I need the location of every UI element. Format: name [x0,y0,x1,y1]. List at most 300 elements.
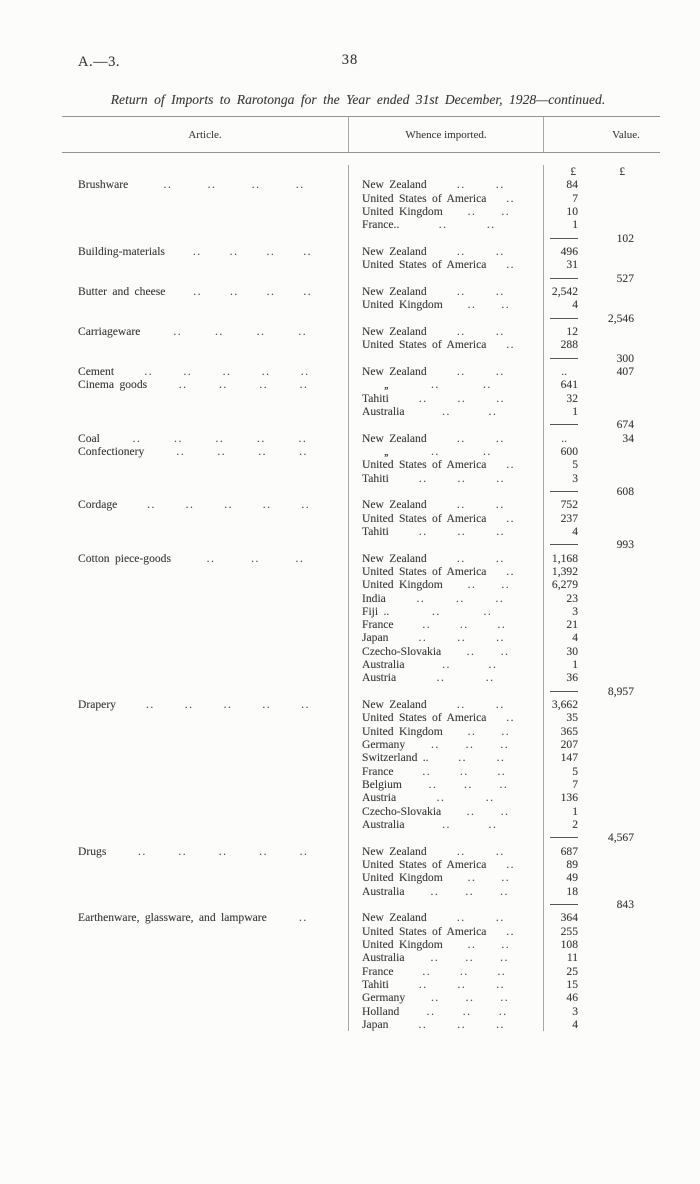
article-cell [62,512,348,525]
whence-cell [348,232,543,245]
leader-dots: .. [251,551,260,565]
dot-leader [100,432,340,445]
leader-dots: .. [456,844,466,858]
table-row [62,498,660,511]
leader-dots: .. [176,444,186,458]
leader-dots: .. [500,804,510,818]
item-value-cell: 364 [543,911,578,924]
leader-dots: .. [442,658,451,672]
table-row [62,338,660,351]
total-value-cell: 608 [616,484,634,498]
whence-cell [348,885,543,898]
total-value-cell [578,778,660,791]
leader-dots: .. [495,591,505,605]
subtotal-rule [550,544,578,545]
leader-dots: .. [262,698,272,712]
whence-cell [348,418,543,431]
article-cell [62,618,348,631]
table-row [62,458,660,471]
total-value-cell: 2,546 [607,311,634,325]
article-cell [62,791,348,804]
leader-dots: .. [301,498,311,512]
whence-cell [348,298,543,311]
whence-cell [348,818,543,831]
dot-leader [427,552,535,565]
whence-cell [348,978,543,991]
country-name: Germany [362,991,406,1005]
dot-leader [386,592,535,605]
item-value-cell: 15 [543,978,578,991]
leader-dots: .. [223,698,233,712]
leader-dots: .. [496,751,506,765]
leader-dots: .. [430,884,440,898]
leader-dots: .. [465,951,475,965]
leader-dots: .. [500,738,510,752]
table-row [62,218,660,231]
article-cell [62,805,348,818]
total-value-cell [578,258,660,271]
total-value-cell [578,965,660,978]
table-row [62,978,660,991]
whence-cell [348,365,543,378]
table-row [62,205,660,218]
total-value-cell [578,858,660,871]
leader-dots: .. [495,324,505,338]
table-row [62,658,660,671]
article-cell [62,765,348,778]
table-row [62,885,660,898]
table-row [62,898,660,911]
total-value-cell [578,725,660,738]
item-value-cell: 136 [543,791,578,804]
table-row [62,378,660,391]
total-value-cell [578,218,660,231]
article-cell [62,352,348,365]
total-value-cell [578,405,660,418]
column-header-article: Article. [188,128,222,141]
country-name: United Kingdom [362,204,443,218]
dot-leader [486,258,535,271]
total-value-cell [578,178,660,191]
leader-dots: .. [464,778,473,792]
article-cell [62,445,348,458]
dot-leader [427,285,535,298]
whence-cell [348,538,543,551]
imports-table [62,116,660,1037]
dot-leader [405,951,536,964]
total-value-cell [578,392,660,405]
leader-dots: .. [488,818,498,832]
whence-cell [348,445,543,458]
country-name: New Zealand [362,551,427,565]
leader-dots: .. [251,178,261,192]
leader-dots: .. [495,431,505,445]
table-row [62,605,660,618]
leader-dots: .. [299,444,308,458]
item-value-cell: 6,279 [543,578,578,591]
item-value-cell: 21 [543,618,578,631]
leader-dots: .. [456,911,466,925]
leader-dots: .. [183,364,193,378]
total-value-cell [578,552,660,565]
table-row [62,831,660,844]
leader-dots: .. [467,938,477,952]
total-value-cell: 407 [616,364,634,378]
article-cell [62,871,348,884]
total-value-cell [578,565,660,578]
total-value-cell: 843 [616,898,634,912]
table-row [62,285,660,298]
leader-dots: .. [501,298,511,312]
dot-leader [402,778,535,791]
leader-dots: .. [496,471,506,485]
leader-dots: .. [214,324,224,338]
leader-dots: .. [266,284,276,298]
total-value-cell [578,951,660,964]
article-cell [62,272,348,285]
leader-dots: .. [431,444,440,458]
country-name: Australia [362,658,405,672]
item-value-cell: 752 [543,498,578,511]
article-cell [62,232,348,245]
total-value-cell: 674 [616,418,634,432]
whence-cell [348,605,543,618]
subtotal-rule [550,238,578,239]
country-name: New Zealand [362,364,427,378]
article-cell [62,338,348,351]
table-row [62,951,660,964]
leader-dots: .. [458,751,467,765]
leader-dots: .. [506,338,516,352]
leader-dots: .. [506,564,516,578]
item-value-cell: .. [543,365,578,378]
table-row [62,392,660,405]
dot-leader [389,392,535,405]
table-row [62,698,660,711]
table-row [62,258,660,271]
article-cell [62,378,348,391]
country-name: United Kingdom [362,578,443,592]
whence-cell [348,472,543,485]
article-cell [62,205,348,218]
article-cell [62,592,348,605]
leader-dots: .. [466,804,476,818]
leader-dots: .. [457,524,467,538]
whence-cell [348,432,543,445]
article-cell [62,818,348,831]
leader-dots: .. [496,978,506,992]
leader-dots: .. [428,778,438,792]
whence-cell [348,272,543,285]
whence-cell [348,192,543,205]
leader-dots: .. [426,1004,436,1018]
dot-leader [165,245,340,258]
item-value-cell: 18 [543,885,578,898]
item-value-cell: 1 [543,405,578,418]
article-cell [62,751,348,764]
article-name: Brushware [78,178,129,192]
whence-cell [348,965,543,978]
leader-dots: .. [301,698,310,712]
total-value-cell [578,458,660,471]
table-row [62,618,660,631]
subtotal-rule [550,358,578,359]
article-cell [62,218,348,231]
item-value-cell: 641 [543,378,578,391]
leader-dots: .. [298,431,308,445]
leader-dots: .. [418,524,428,538]
article-cell [62,911,348,924]
total-value-cell [578,245,660,258]
item-value-cell: 288 [543,338,578,351]
leader-dots: .. [485,671,495,685]
item-value-cell: 365 [543,725,578,738]
country-name: Tahiti [362,391,389,405]
whence-cell [348,205,543,218]
table-row [62,631,660,644]
table-row [62,552,660,565]
leader-dots: .. [506,711,516,725]
dot-leader [427,845,535,858]
leader-dots: .. [456,498,466,512]
leader-dots: .. [456,178,466,192]
leader-dots: .. [259,378,269,392]
leader-dots: .. [506,191,516,205]
whence-cell [348,951,543,964]
dot-leader [405,885,536,898]
table-row [62,312,660,325]
article-cell [62,178,348,191]
article-cell [62,192,348,205]
subtotal-rule [550,837,578,838]
leader-dots: .. [506,858,516,872]
leader-dots: .. [483,604,493,618]
leader-dots: .. [495,844,505,858]
item-value-cell: 36 [543,671,578,684]
leader-dots: .. [500,884,509,898]
country-name: Switzerland .. [362,751,429,765]
total-value-cell [578,871,660,884]
dot-leader [441,645,535,658]
total-value-cell: 102 [616,231,634,245]
dot-leader [427,432,535,445]
whence-cell [348,512,543,525]
leader-dots: .. [303,284,313,298]
subtotal-rule-cell [543,685,578,698]
country-name: United States of America [362,338,487,352]
leader-dots: .. [456,431,466,445]
article-cell [62,432,348,445]
table-row [62,991,660,1004]
dot-leader [427,365,535,378]
table-row [62,538,660,551]
total-value-cell [578,938,660,951]
table-row [62,645,660,658]
leader-dots: .. [506,258,516,272]
item-value-cell: 1 [543,218,578,231]
page-number: 38 [341,52,359,68]
dot-leader [486,711,535,724]
table-row [62,245,660,258]
leader-dots: .. [145,698,155,712]
table-row [62,685,660,698]
leader-dots: .. [496,524,506,538]
item-value-cell: 1,168 [543,552,578,565]
table-row [62,778,660,791]
country-name: Australia [362,818,405,832]
item-value-cell: 207 [543,738,578,751]
article-name: Drapery [78,698,116,712]
item-value-cell: 2 [543,818,578,831]
leader-dots: .. [416,591,426,605]
leader-dots: .. [456,324,466,338]
total-value-cell [578,1005,660,1018]
total-value-cell [578,498,660,511]
leader-dots: .. [495,284,505,298]
country-name: Australia [362,884,405,898]
table-row [62,671,660,684]
table-row [62,725,660,738]
country-name: Belgium [362,778,402,792]
item-value-cell: 1 [543,658,578,671]
country-name: New Zealand [362,498,427,512]
total-value-cell [578,445,660,458]
dot-leader [128,178,340,191]
leader-dots: .. [496,391,506,405]
country-name: France [362,618,394,632]
document-reference: A.—3. [78,54,120,70]
article-cell [62,578,348,591]
item-value-cell: 108 [543,938,578,951]
dot-leader [443,871,535,884]
item-value-cell: 687 [543,845,578,858]
whence-cell [348,711,543,724]
country-name: New Zealand [362,324,427,338]
article-cell [62,951,348,964]
country-name: Australia [362,404,405,418]
whence-cell [348,525,543,538]
dot-leader [486,338,535,351]
whence-cell [348,1005,543,1018]
subtotal-rule-cell [543,272,578,285]
dot-leader [486,858,535,871]
table-row [62,791,660,804]
table-title: Return of Imports to Rarotonga for the Year ended 31st December, 1928—continued. [110,92,606,107]
dot-leader [427,911,535,924]
leader-dots: .. [488,658,498,672]
article-cell [62,845,348,858]
article-cell [62,671,348,684]
country-name: Tahiti [362,471,389,485]
dot-leader [486,925,535,938]
whence-cell [348,378,543,391]
item-value-cell: 30 [543,645,578,658]
table-row [62,165,660,178]
article-cell [62,858,348,871]
leader-dots: .. [422,618,432,632]
leader-dots: .. [488,404,498,418]
article-cell [62,498,348,511]
leader-dots: .. [456,244,466,258]
table-row [62,871,660,884]
item-value-cell: 3,662 [543,698,578,711]
dot-leader [399,1005,535,1018]
whence-cell [348,805,543,818]
item-value-cell: 3 [543,1005,578,1018]
item-value-cell: 600 [543,445,578,458]
country-name: United States of America [362,858,487,872]
total-value-cell [578,1018,660,1031]
country-name: Tahiti [362,978,389,992]
whence-cell [348,911,543,924]
item-value-cell: .. [543,432,578,445]
whence-cell [348,925,543,938]
leader-dots: .. [495,364,505,378]
dot-leader [267,911,340,924]
dot-leader [389,472,535,485]
whence-cell [348,1018,543,1031]
leader-dots: .. [506,924,516,938]
leader-dots: .. [485,791,495,805]
leader-dots: .. [459,764,469,778]
item-value-cell: 35 [543,711,578,724]
table-row [62,765,660,778]
table-row [62,178,660,191]
item-value-cell: 7 [543,778,578,791]
leader-dots: .. [465,738,475,752]
leader-dots: .. [218,844,228,858]
country-name: New Zealand [362,431,427,445]
country-name: United States of America [362,924,487,938]
leader-dots: .. [436,791,446,805]
whence-cell [348,245,543,258]
subtotal-rule [550,318,578,319]
total-value-cell [578,698,660,711]
leader-dots: .. [497,964,507,978]
article-cell [62,898,348,911]
dot-leader [389,605,535,618]
item-value-cell: 4 [543,631,578,644]
item-value-cell: 23 [543,592,578,605]
table-row [62,512,660,525]
leader-dots: .. [300,364,310,378]
table-row [62,418,660,431]
leader-dots: .. [456,551,466,565]
whence-cell [348,898,543,911]
item-value-cell: 12 [543,325,578,338]
total-value-cell [578,791,660,804]
item-value-cell: 84 [543,178,578,191]
article-cell [62,472,348,485]
leader-dots: .. [456,591,465,605]
dot-leader [405,658,536,671]
table-row [62,965,660,978]
currency-symbol: £ [570,165,576,178]
article-cell [62,885,348,898]
leader-dots: .. [501,578,511,592]
table-row [62,805,660,818]
article-name: Cordage [78,498,118,512]
article-cell [62,738,348,751]
table-row [62,925,660,938]
table-row [62,298,660,311]
leader-dots: .. [496,1018,505,1031]
leader-dots: .. [215,431,225,445]
article-name: Cinema goods [78,378,148,392]
dot-leader [405,738,535,751]
table-row [62,858,660,871]
dot-leader [443,938,535,951]
